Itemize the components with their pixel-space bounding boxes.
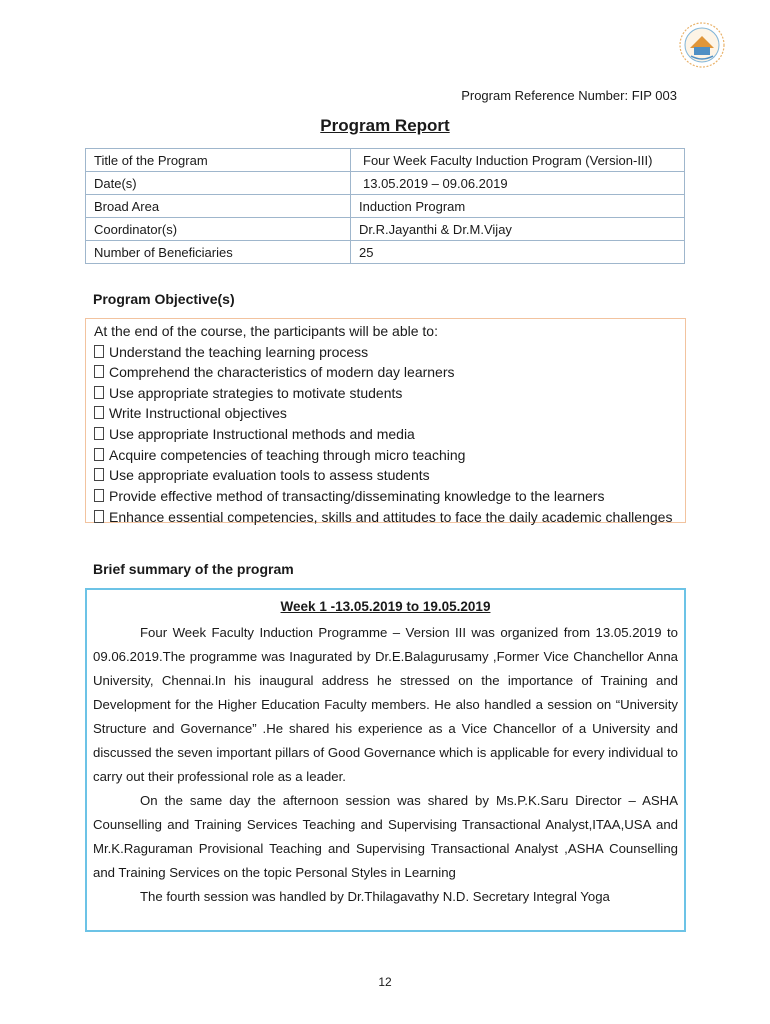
table-cell-value: Four Week Faculty Induction Program (Version-III) <box>351 149 685 172</box>
summary-heading: Brief summary of the program <box>93 561 294 577</box>
summary-paragraph: Four Week Faculty Induction Programme – Version III was organized from 13.05.2019 to 09.06.2019.The programme was Inagurated by Dr.E.Balagurusamy ,Former Vice Chanchellor Anna University, Chennai.In his inaugural address he stressed on the importance of Training and Development for the Higher Education Faculty members. He also handled a session on “University Structure and Governance” .He shared his experience as a Vice Chancellor of a University and discussed the seven important pillars of Good Governance which is applicable for every individual to carry out their professional role as a leader. <box>93 625 678 784</box>
checkbox-bullet-icon <box>94 448 104 461</box>
summary-paragraph: On the same day the afternoon session was shared by Ms.P.K.Saru Director – ASHA Counselling and Training Services Teaching and Supervising Transactional Analyst,ITAA,USA and Mr.K.Raguraman Provisional Teaching and Supervising Transactional Analyst ,ASHA Counselling and Training Services on the topic Personal Styles in Learning <box>93 793 678 880</box>
week-title: Week 1 -13.05.2019 to 19.05.2019 <box>280 599 491 614</box>
objective-text: Understand the teaching learning process <box>109 343 369 360</box>
table-cell-value: Dr.R.Jayanthi & Dr.M.Vijay <box>351 218 685 241</box>
list-item <box>94 486 677 507</box>
list-item <box>94 403 677 424</box>
list-item <box>94 445 677 466</box>
table-row <box>86 172 685 195</box>
table-cell-label: Broad Area <box>86 195 351 218</box>
list-item <box>94 383 677 404</box>
checkbox-bullet-icon <box>94 489 104 502</box>
summary-paragraph: The fourth session was handled by Dr.Thilagavathy N.D. Secretary Integral Yoga <box>140 889 610 904</box>
checkbox-bullet-icon <box>94 510 104 523</box>
institution-logo <box>677 20 727 70</box>
objective-text: Write Instructional objectives <box>109 405 287 422</box>
table-cell-label: Title of the Program <box>86 149 351 172</box>
table-cell-value: Induction Program <box>351 195 685 218</box>
table-row <box>86 195 685 218</box>
list-item <box>94 424 677 445</box>
page-title: Program Report <box>320 116 450 135</box>
list-item <box>94 465 677 486</box>
table-cell-label: Number of Beneficiaries <box>86 241 351 264</box>
list-item <box>94 342 677 363</box>
program-info-table <box>85 148 685 264</box>
objective-text: Enhance essential competencies, skills and attitudes to face the daily academic challenges <box>109 509 673 526</box>
table-cell-label: Date(s) <box>86 172 351 195</box>
objective-text: Acquire competencies of teaching through micro teaching <box>109 446 466 463</box>
table-cell-value: 13.05.2019 – 09.06.2019 <box>351 172 685 195</box>
objective-text: Use appropriate Instructional methods and media <box>109 425 415 442</box>
page-number: 12 <box>378 975 392 989</box>
objective-text: Provide effective method of transacting/disseminating knowledge to the learners <box>109 487 605 504</box>
objective-text: Use appropriate evaluation tools to assess students <box>109 467 430 484</box>
table-row <box>86 149 685 172</box>
objectives-intro: At the end of the course, the participants will be able to: <box>94 323 438 339</box>
summary-box <box>85 588 686 932</box>
list-item <box>94 509 677 526</box>
table-row <box>86 241 685 264</box>
checkbox-bullet-icon <box>94 427 104 440</box>
program-reference-number: Program Reference Number: FIP 003 <box>461 88 677 103</box>
objective-text: Use appropriate strategies to motivate students <box>109 384 403 401</box>
checkbox-bullet-icon <box>94 386 104 399</box>
checkbox-bullet-icon <box>94 365 104 378</box>
checkbox-bullet-icon <box>94 345 104 358</box>
objective-text: Comprehend the characteristics of modern day learners <box>109 364 455 381</box>
list-item <box>94 362 677 383</box>
checkbox-bullet-icon <box>94 406 104 419</box>
table-cell-label: Coordinator(s) <box>86 218 351 241</box>
table-row <box>86 218 685 241</box>
objectives-heading: Program Objective(s) <box>93 291 235 307</box>
checkbox-bullet-icon <box>94 468 104 481</box>
table-cell-value: 25 <box>351 241 685 264</box>
objectives-box <box>85 318 686 526</box>
